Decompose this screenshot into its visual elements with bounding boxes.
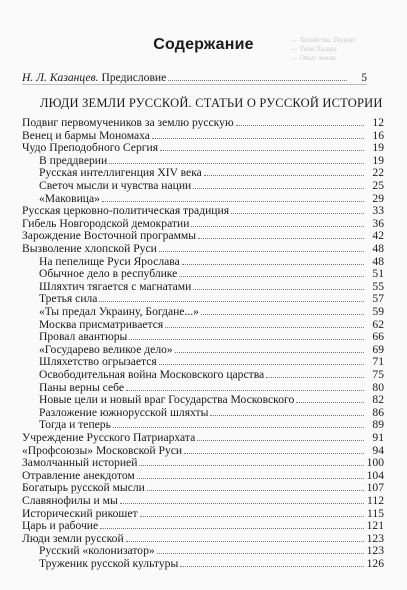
dot-leader bbox=[165, 318, 364, 328]
entry-title: Новые цели и новый враг Государства Московского bbox=[39, 393, 295, 407]
entry-page-number: 16 bbox=[372, 128, 384, 142]
entry-title: Разложение южнорусской шляхты bbox=[39, 405, 209, 419]
toc-subentry[interactable] bbox=[39, 255, 384, 268]
dot-leader bbox=[210, 406, 364, 416]
dot-leader bbox=[236, 116, 364, 126]
toc-entry[interactable] bbox=[22, 469, 384, 482]
toc-entry[interactable] bbox=[22, 129, 384, 142]
dot-leader bbox=[113, 418, 364, 428]
entry-page-number: 94 bbox=[372, 443, 384, 457]
toc-subentry[interactable] bbox=[39, 368, 384, 381]
toc-entry[interactable] bbox=[22, 507, 384, 520]
toc-subentry[interactable] bbox=[39, 381, 384, 394]
dot-leader bbox=[201, 305, 364, 315]
dot-leader bbox=[159, 355, 364, 365]
toc-subentry[interactable] bbox=[39, 418, 384, 431]
dot-leader bbox=[159, 242, 364, 252]
entry-page-number: 121 bbox=[366, 519, 384, 533]
entry-page-number: 36 bbox=[372, 216, 384, 230]
entry-title: Зарождение Восточной программы bbox=[22, 229, 197, 243]
toc-subentry[interactable] bbox=[39, 166, 384, 179]
entry-title: Труженик русской культуры bbox=[39, 557, 179, 570]
entry-page-number: 62 bbox=[372, 317, 384, 331]
entry-page-number: 115 bbox=[367, 506, 384, 520]
toc-entry[interactable] bbox=[22, 481, 384, 494]
entry-title: Исторический рикошет bbox=[22, 506, 138, 520]
toc-subentry[interactable] bbox=[39, 267, 384, 280]
preface-entry[interactable] bbox=[22, 71, 367, 85]
entry-title: Гибель Новгородской демократии bbox=[22, 216, 190, 230]
entry-title: Подвиг первомучеников за землю русскую bbox=[22, 116, 234, 129]
entry-title: Освободительная война Московского царства bbox=[39, 368, 265, 381]
entry-page-number: 25 bbox=[372, 179, 384, 192]
entry-page-number: 69 bbox=[372, 342, 384, 356]
toc-entry[interactable] bbox=[22, 229, 384, 242]
entry-page-number: 66 bbox=[372, 330, 384, 344]
preface-label: Предисловие bbox=[101, 71, 167, 84]
entry-page-number: 123 bbox=[366, 531, 384, 545]
section-heading: ЛЮДИ ЗЕМЛИ РУССКОЙ. СТАТЬИ О РУССКОЙ ИСТОРИИ bbox=[40, 96, 383, 110]
entry-page-number: 57 bbox=[372, 292, 384, 306]
entry-title: «Профсоюзы» Московской Руси bbox=[22, 443, 183, 457]
toc-subentry[interactable] bbox=[39, 557, 384, 570]
entry-page-number: 107 bbox=[366, 481, 384, 495]
entry-title: Вызволение хлопской Руси bbox=[22, 242, 157, 255]
bleed-line: — Опыт земли bbox=[291, 54, 336, 62]
toc-entry[interactable] bbox=[22, 431, 384, 444]
dot-leader bbox=[120, 494, 364, 504]
toc-subentry[interactable] bbox=[39, 393, 384, 406]
dot-leader bbox=[147, 481, 364, 491]
entry-page-number: 100 bbox=[366, 456, 384, 470]
entry-title: Русская церковно-политическая традиция bbox=[22, 204, 230, 218]
dot-leader bbox=[266, 368, 364, 378]
entry-title: В преддверии bbox=[39, 153, 108, 167]
dot-leader bbox=[140, 507, 364, 517]
toc-subentry[interactable] bbox=[39, 406, 384, 419]
toc-entry[interactable] bbox=[22, 116, 384, 129]
toc-subentry[interactable] bbox=[39, 305, 384, 318]
entry-title: Светоч мысли и чувства нации bbox=[39, 179, 192, 192]
entry-title: Русский «колонизатор» bbox=[39, 544, 155, 558]
entry-title: Тогда и теперь bbox=[39, 418, 111, 432]
entry-title: Шляхетство огрызается bbox=[39, 355, 157, 369]
entry-title: Шляхтич тягается с магнатами bbox=[39, 279, 192, 293]
entry-page-number: 123 bbox=[366, 544, 384, 558]
entry-title: Учреждение Русского Патриархата bbox=[22, 431, 196, 444]
toc-entry[interactable] bbox=[22, 456, 384, 469]
dot-leader bbox=[231, 204, 364, 214]
entry-title: Чудо Преподобного Сергия bbox=[22, 141, 159, 155]
dot-leader bbox=[182, 255, 364, 265]
dot-leader bbox=[109, 154, 364, 164]
entry-title: Отравление анекдотом bbox=[22, 468, 135, 482]
dot-leader bbox=[100, 519, 364, 529]
entry-page-number: 19 bbox=[372, 141, 384, 155]
entry-title: Люди земли русской bbox=[22, 531, 124, 545]
dot-leader bbox=[99, 292, 364, 302]
toc-entry[interactable] bbox=[22, 444, 384, 457]
page-title: Содержание bbox=[153, 36, 254, 53]
bleed-line: — Тени Хазара bbox=[291, 45, 337, 53]
entry-title: Третья сила bbox=[39, 292, 98, 306]
dot-leader bbox=[157, 544, 364, 554]
toc-entry[interactable] bbox=[22, 204, 384, 217]
entry-title: «Ты предал Украину, Богдане...» bbox=[39, 305, 199, 318]
toc-entry[interactable] bbox=[22, 242, 384, 255]
dot-leader bbox=[193, 179, 364, 189]
entry-page-number: 33 bbox=[372, 204, 384, 218]
entry-page-number: 126 bbox=[366, 557, 384, 570]
entry-page-number: 112 bbox=[367, 494, 384, 507]
entry-title: Русская интеллигенция XIV века bbox=[39, 166, 202, 180]
entry-page-number: 91 bbox=[372, 431, 384, 444]
dot-leader bbox=[204, 166, 364, 176]
dot-leader bbox=[179, 267, 364, 277]
toc-entry[interactable] bbox=[22, 532, 384, 545]
dot-leader bbox=[102, 192, 364, 202]
dot-leader bbox=[198, 229, 364, 239]
entry-title: Обычное дело в республике bbox=[39, 267, 178, 281]
toc-entry[interactable] bbox=[22, 141, 384, 154]
entry-title: Царь и рабочие bbox=[22, 519, 99, 533]
dot-leader bbox=[184, 444, 364, 454]
bleed-line: — Хозяйства. Подвиг bbox=[291, 36, 356, 44]
toc-subentry[interactable] bbox=[39, 330, 384, 343]
entry-page-number: 22 bbox=[372, 166, 384, 180]
entry-page-number: 42 bbox=[372, 229, 384, 243]
dot-leader bbox=[193, 280, 364, 290]
toc-entry[interactable] bbox=[22, 494, 384, 507]
toc-subentry[interactable] bbox=[39, 179, 384, 192]
entry-page-number: 86 bbox=[372, 405, 384, 419]
entry-page-number: 80 bbox=[372, 380, 384, 394]
toc-subentry[interactable] bbox=[39, 544, 384, 557]
entry-page-number: 75 bbox=[372, 368, 384, 381]
toc-subentry[interactable] bbox=[39, 280, 384, 293]
entry-title: Замолчанный историей bbox=[22, 456, 138, 470]
toc-entry[interactable] bbox=[22, 217, 384, 230]
entry-page-number: 19 bbox=[372, 153, 384, 167]
dot-leader bbox=[152, 129, 364, 139]
toc-subentry[interactable] bbox=[39, 192, 384, 205]
toc-subentry[interactable] bbox=[39, 154, 384, 167]
entry-page-number: 48 bbox=[372, 254, 384, 268]
toc-subentry[interactable] bbox=[39, 343, 384, 356]
toc-subentry[interactable] bbox=[39, 318, 384, 331]
dot-leader bbox=[180, 557, 364, 567]
entry-page-number: 59 bbox=[372, 305, 384, 318]
preface-page: 5 bbox=[361, 71, 367, 84]
dot-leader bbox=[139, 456, 364, 466]
dot-leader bbox=[175, 343, 364, 353]
entry-title: Москва присматривается bbox=[39, 317, 164, 331]
entry-page-number: 48 bbox=[372, 242, 384, 255]
dot-leader bbox=[197, 431, 364, 441]
entry-page-number: 104 bbox=[366, 468, 384, 482]
dot-leader bbox=[168, 71, 347, 81]
dot-leader bbox=[129, 330, 364, 340]
toc-subentry[interactable] bbox=[39, 292, 384, 305]
entry-title: «Маковица» bbox=[39, 191, 100, 205]
entry-page-number: 51 bbox=[372, 267, 384, 281]
dot-leader bbox=[126, 381, 364, 391]
dot-leader bbox=[296, 393, 364, 403]
dot-leader bbox=[191, 217, 364, 227]
dot-leader bbox=[126, 532, 364, 542]
preface-author: Н. Л. Казанцев. bbox=[22, 71, 99, 84]
entry-page-number: 55 bbox=[372, 279, 384, 293]
entry-page-number: 29 bbox=[372, 191, 384, 205]
entry-title: Провал авантюры bbox=[39, 330, 128, 344]
toc-subentry[interactable] bbox=[39, 355, 384, 368]
dot-leader bbox=[137, 469, 364, 479]
toc-entry[interactable] bbox=[22, 519, 384, 532]
entry-title: Паны верны себе bbox=[39, 380, 124, 394]
entry-page-number: 71 bbox=[372, 355, 384, 369]
entry-page-number: 12 bbox=[372, 116, 384, 129]
entry-title: «Государево великое дело» bbox=[39, 342, 173, 356]
dot-leader bbox=[160, 141, 364, 151]
entry-title: Богатырь русской мысли bbox=[22, 481, 145, 495]
entry-page-number: 82 bbox=[372, 393, 384, 407]
entry-page-number: 89 bbox=[372, 418, 384, 432]
entry-title: Венец и бармы Мономаха bbox=[22, 128, 150, 142]
entry-title: Славянофилы и мы bbox=[22, 494, 118, 507]
entry-title: На пепелище Руси Ярослава bbox=[39, 254, 180, 268]
